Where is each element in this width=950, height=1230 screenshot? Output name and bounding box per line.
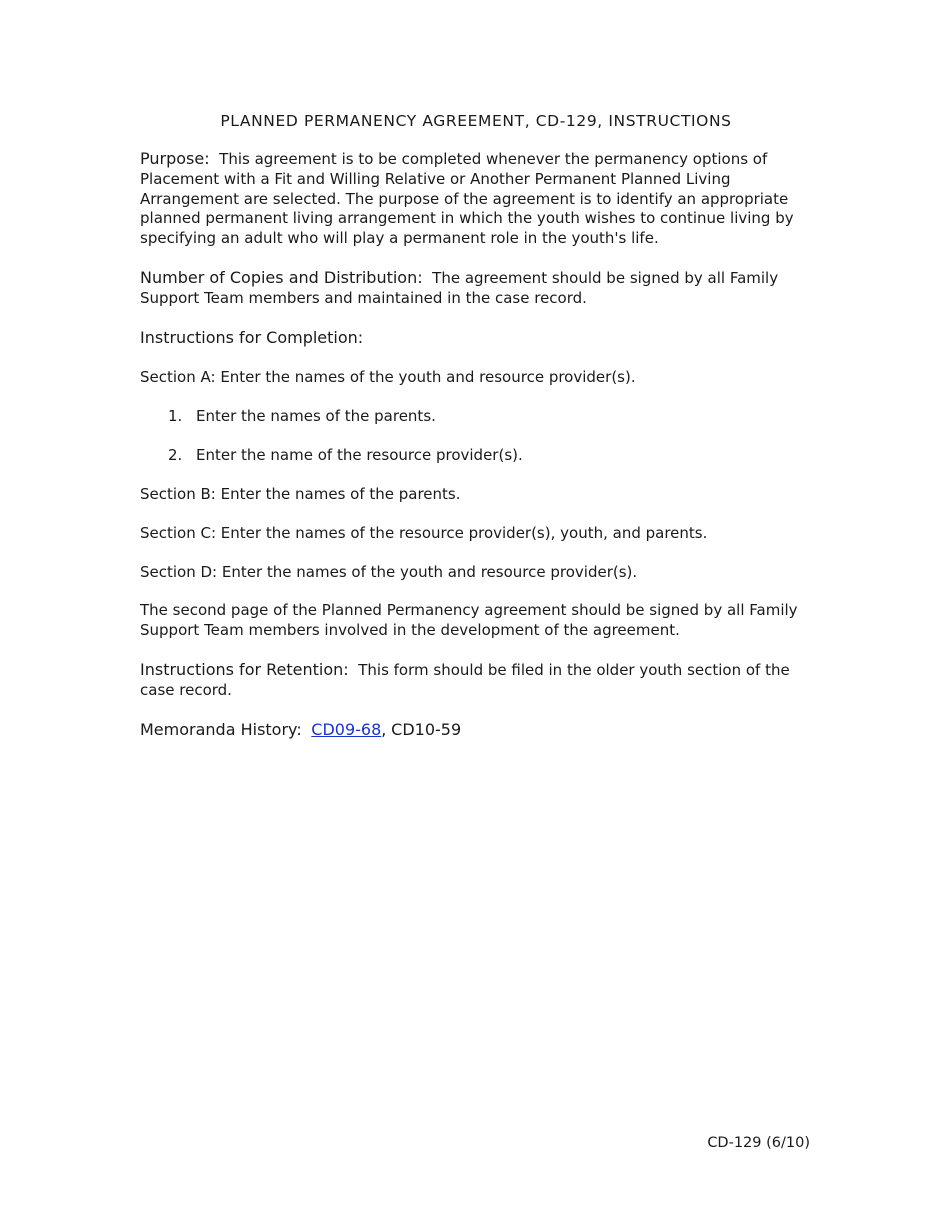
retention-label: Instructions for Retention: <box>140 659 349 679</box>
copies-text: The agreement should be signed by all Family Support Team members and maintained in the case record. <box>140 268 779 307</box>
copies-label: Number of Copies and Distribution: <box>140 267 423 287</box>
completion-heading-text: Instructions for Completion: <box>140 327 364 347</box>
section-b-instruction: Section B: Enter the names of the parents. <box>140 485 461 504</box>
form-number-footer: CD-129 (6/10) <box>707 1135 810 1151</box>
memoranda-other: CD10-59 <box>391 719 462 739</box>
purpose-paragraph <box>140 149 812 249</box>
purpose-text: This agreement is to be completed whenever the permanency options of Placement with a Fit and Willing Relative or Another Permanent Planned Living Arrangement are selected. The purpose of the agreement is to identify an appropriate planned permanent living arrangement in which the youth wishes to continue living by specifying an adult who will play a permanent role in the youth's life. <box>140 150 794 248</box>
purpose-label: Purpose: <box>140 149 210 168</box>
copies-paragraph <box>140 268 812 309</box>
section-d-instruction: Section D: Enter the names of the youth and resource provider(s). <box>140 563 638 582</box>
retention-text: This form should be filed in the older youth section of the case record. <box>140 660 790 699</box>
list-item-number: 1. <box>168 407 183 426</box>
list-item-text: Enter the name of the resource provider(s). <box>196 446 523 465</box>
memoranda-label: Memoranda History: <box>140 719 302 739</box>
memoranda-link-cd09-68[interactable]: CD09-68 <box>311 719 382 739</box>
retention-paragraph <box>140 660 812 701</box>
list-item-text: Enter the names of the parents. <box>196 407 436 426</box>
document-title: PLANNED PERMANENCY AGREEMENT, CD-129, INSTRUCTIONS <box>220 112 732 130</box>
section-a-list <box>140 406 812 465</box>
list-item <box>140 406 812 426</box>
memoranda-paragraph <box>140 720 812 741</box>
document-page <box>140 110 812 759</box>
memoranda-separator: , <box>381 719 387 739</box>
section-c-instruction: Section C: Enter the names of the resource provider(s), youth, and parents. <box>140 524 708 543</box>
list-item <box>140 445 812 465</box>
list-item-number: 2. <box>168 446 183 465</box>
second-page-paragraph: The second page of the Planned Permanency agreement should be signed by all Family Support Team members involved in the development of the agreement. <box>140 601 798 640</box>
completion-heading <box>140 328 812 349</box>
section-a-instruction: Section A: Enter the names of the youth and resource provider(s). <box>140 368 636 387</box>
